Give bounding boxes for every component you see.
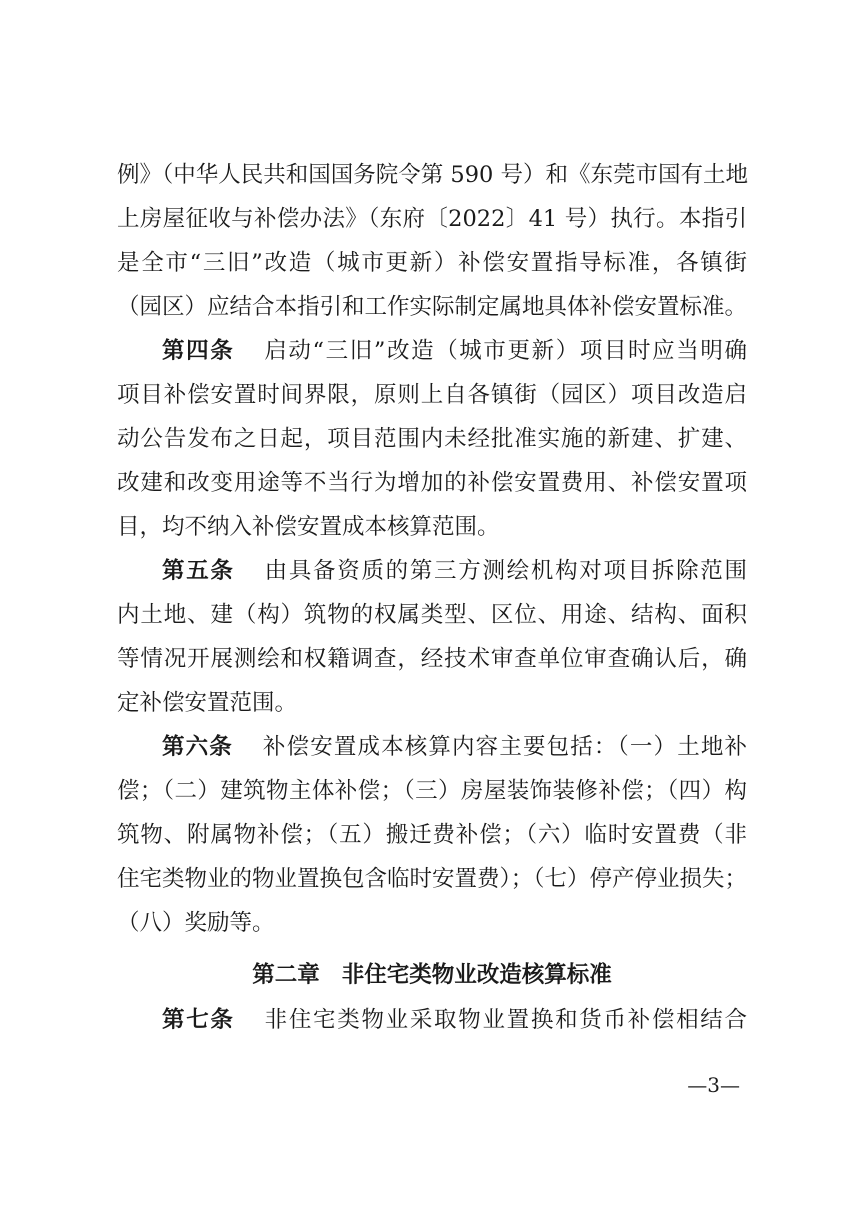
chapter-heading [117,955,747,995]
article-5-line: 内土地、建（构）筑物的权属类型、区位、用途、结构、面积 [117,602,747,628]
article-5-text: 由具备资质的第三方测绘机构对项目拆除范围 [264,558,747,584]
article-5-line: 等情况开展测绘和权籍调查，经技术审查单位审查确认后，确 [117,646,747,672]
article-6-line: 住宅类物业的物业置换包含临时安置费）；（七）停产停业损失； [117,866,748,892]
chapter-number: 第二章 [252,962,320,988]
article-6-line: （八）奖励等。 [117,910,275,936]
article-7-label: 第七条 [162,1007,235,1033]
article-6-text: 补偿安置成本核算内容主要包括：（一）土地补 [262,734,747,760]
article-7-first-line [162,1000,747,1040]
article-4-line: 改建和改变用途等不当行为增加的补偿安置费用、补偿安置项 [117,470,747,496]
article-6-first-line [162,727,747,767]
article-5-line: 定补偿安置范围。 [117,690,298,716]
article-4-line: 目，均不纳入补偿安置成本核算范围。 [117,514,500,540]
article-6-label: 第六条 [162,734,233,760]
article-4-line: 项目补偿安置时间界限，原则上自各镇街（园区）项目改造启 [117,382,747,408]
body-line: 上房屋征收与补偿办法》（东府〔2022〕41 号）执行。本指引 [117,206,747,232]
article-4-label: 第四条 [162,338,235,364]
body-line: 是全市“三旧”改造（城市更新）补偿安置指导标准，各镇街 [117,250,747,276]
chapter-title: 非住宅类物业改造核算标准 [341,962,612,988]
article-4-first-line [162,331,747,371]
article-5-label: 第五条 [162,558,235,584]
body-line: （园区）应结合本指引和工作实际制定属地具体补偿安置标准。 [117,294,748,320]
article-6-line: 筑物、附属物补偿；（五）搬迁费补偿；（六）临时安置费（非 [117,822,747,848]
article-5-first-line [162,551,747,591]
body-line: 例》（中华人民共和国国务院令第 590 号）和《东莞市国有土地 [117,162,749,188]
article-4-text: 启动“三旧”改造（城市更新）项目时应当明确 [264,338,747,364]
article-4-line: 动公告发布之日起，项目范围内未经批准实施的新建、扩建、 [117,426,747,452]
article-7-text: 非住宅类物业采取物业置换和货币补偿相结合 [264,1007,747,1033]
page-number: —3— [687,1073,740,1097]
article-6-line: 偿；（二）建筑物主体补偿；（三）房屋装饰装修补偿；（四）构 [117,778,747,804]
